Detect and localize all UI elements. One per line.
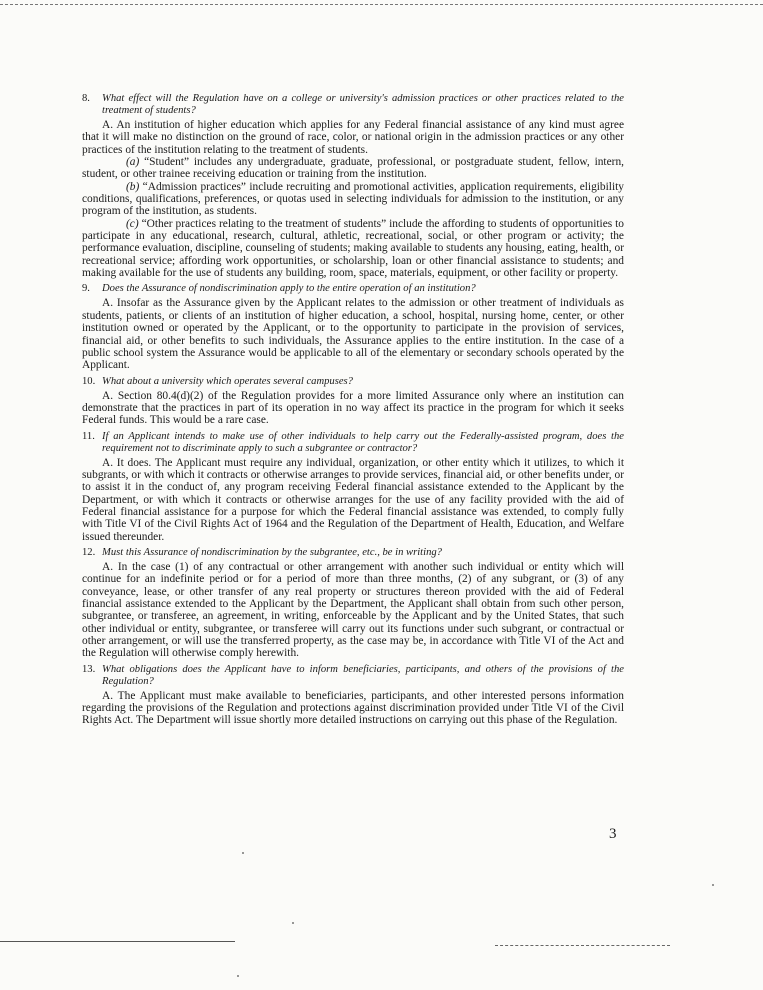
answer-9: A. Insofar as the Assurance given by the Applicant relates to the admission or other treatment of individuals as students, patients, or clients of an institution of higher education, a school, hospital, nursing home, center, or other institution owned or operated by the Applicant, or to the opportunity to participate in the provision of services, financial aid, or other benefits to such individuals, the Assurance applies to the entire institution. In the case of a public school system the Assurance would be applicable to all of the elementary or secondary schools operated by the Applicant. bbox=[82, 297, 624, 372]
section-12 bbox=[82, 547, 624, 660]
bottom-left-rule bbox=[0, 941, 235, 942]
question-number: 11. bbox=[82, 430, 95, 442]
answer-10: A. Section 80.4(d)(2) of the Regulation provides for a more limited Assurance only where an institution can demonstrate that the practices in part of its operation in no way affect its practice in the program for which it seeks Federal funds. This would be a rare case. bbox=[82, 389, 624, 427]
section-8 bbox=[82, 93, 624, 279]
top-edge-rule bbox=[0, 4, 763, 5]
question-number: 10. bbox=[82, 375, 96, 387]
question-text: Must this Assurance of nondiscrimination by the subgrantee, etc., be in writing? bbox=[102, 546, 442, 558]
page-number: 3 bbox=[609, 826, 617, 842]
scan-speck bbox=[242, 852, 244, 854]
question-13 bbox=[82, 664, 624, 688]
subparagraph-b bbox=[82, 181, 624, 218]
question-text: Does the Assurance of nondiscrimination apply to the entire operation of an institution? bbox=[102, 283, 476, 295]
scan-speck bbox=[237, 975, 239, 977]
scan-speck bbox=[712, 884, 714, 886]
answer-8: A. An institution of higher education which applies for any Federal financial assistance of any kind must agree that it will make no distinction on the ground of race, color, or national origin in the admission practices or any other practices of the institution relating to the treatment of students. bbox=[82, 119, 624, 156]
section-9 bbox=[82, 283, 624, 371]
subparagraph-text: “Admission practices” include recruiting and promotional activities, application requirements, eligibility conditions, qualifications, preferences, or quotas used in selecting individuals for admission to the institution, or any program of the institution, as students. bbox=[82, 180, 624, 218]
document-body bbox=[82, 93, 624, 731]
question-9 bbox=[82, 283, 624, 295]
question-number: 13. bbox=[82, 663, 96, 675]
answer-13: A. The Applicant must make available to beneficiaries, participants, and other interested persons information regarding the provisions of the Regulation and protections against discrimination provided under Title VI of the Civil Rights Act. The Department will issue shortly more detailed instructions on carrying out this phase of the Regulation. bbox=[82, 689, 624, 727]
answer-11: A. It does. The Applicant must require any individual, organization, or other entity which it utilizes, to which it subgrants, or with which it contracts or otherwise arranges to provide services, financial aid, or other benefits under, or to assist it in the conduct of, any program receiving Federal financial assistance extended to the Applicant by the Department, or with which it contracts or otherwise arranges for the use of any facility provided with the aid of Federal financial assistance for a purpose for which the Federal financial assistance was extended, to comply fully with Title VI of the Civil Rights Act of 1964 and the Regulation of the Department of Health, Education, and Welfare issued thereunder. bbox=[82, 456, 624, 543]
section-10 bbox=[82, 376, 624, 427]
subparagraph-c bbox=[82, 218, 624, 280]
scan-speck bbox=[292, 922, 294, 924]
subparagraph-text: “Student” includes any undergraduate, graduate, professional, or postgraduate student, fellow, intern, student, or other trainee receiving education or training from the institution. bbox=[82, 156, 624, 181]
answer-12: A. In the case (1) of any contractual or other arrangement with another such individual or entity which will continue for an indefinite period or for a period of more than three months, (2) of any subgrant, or (3) of any conveyance, lease, or other transfer of any real property or structures thereon provided with the aid of Federal financial assistance extended to the Applicant by the Department, the Applicant shall obtain from such other person, subgrantee, or transferee, an agreement, in writing, enforceable by the Applicant and by the United States, that such other individual or entity, subgrantee, or transferee will carry out its functions under such subgrant, or contractual or other arrangement, or will use the transferred property, as the case may be, in accordance with Title VI of the Act and the Regulation will otherwise comply herewith. bbox=[82, 560, 624, 660]
question-8 bbox=[82, 93, 624, 117]
subparagraph-tag: (b) bbox=[126, 180, 140, 193]
bottom-right-rule bbox=[495, 945, 670, 946]
question-number: 8. bbox=[82, 93, 90, 104]
question-number: 9. bbox=[82, 283, 90, 295]
section-11 bbox=[82, 431, 624, 543]
subparagraph-text: “Other practices relating to the treatment of students” include the affording to students of opportunities to participate in any educational, research, cultural, athletic, recreational, social, or other program or activity; the performance evaluation, discipline, counseling of students; making available to students any housing, eating, health, or recreational service; affording work opportunities, or scholarship, loan or other financial assistance to students; and making available for the use of students any building, room, space, materials, equipment, or other facility or property. bbox=[82, 217, 624, 280]
subparagraph-tag: (a) bbox=[126, 156, 140, 169]
question-11 bbox=[82, 431, 624, 455]
question-number: 12. bbox=[82, 546, 96, 558]
question-text: If an Applicant intends to make use of other individuals to help carry out the Federally-assisted program, does the requirement not to discriminate apply to such a subgrantee or contractor? bbox=[102, 430, 624, 454]
question-text: What obligations does the Applicant have to inform beneficiaries, participants, and others of the provisions of the Regulation? bbox=[102, 663, 624, 687]
question-text: What effect will the Regulation have on a college or university's admission practices or other practices related to the treatment of students? bbox=[102, 93, 624, 116]
subparagraph-tag: (c) bbox=[126, 217, 139, 230]
subparagraph-a bbox=[82, 156, 624, 181]
section-13 bbox=[82, 664, 624, 727]
question-10 bbox=[82, 376, 624, 388]
question-12 bbox=[82, 547, 624, 559]
question-text: What about a university which operates several campuses? bbox=[102, 375, 353, 387]
